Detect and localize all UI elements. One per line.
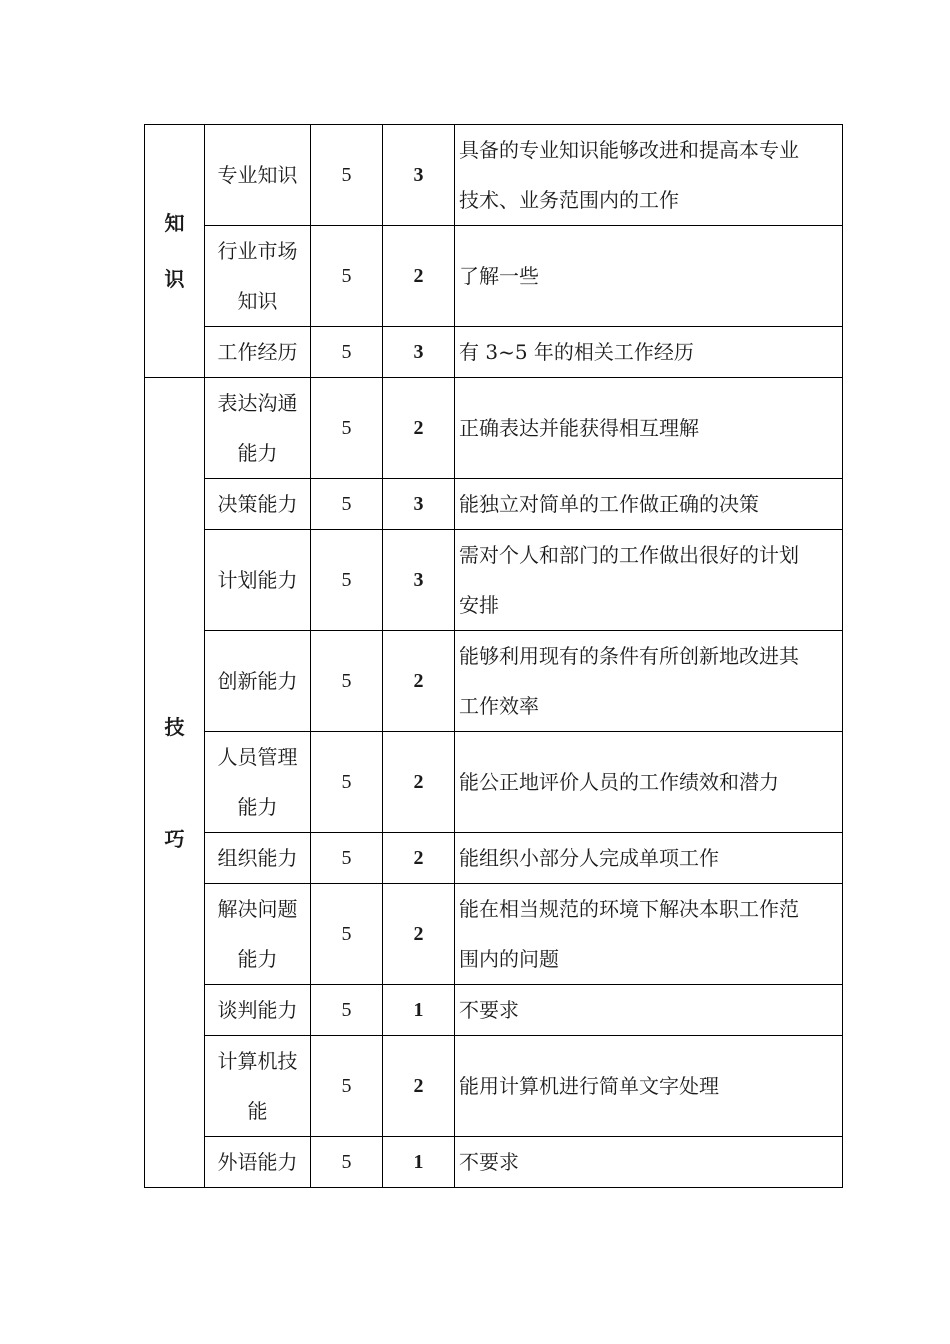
table-row xyxy=(145,327,843,378)
table-row xyxy=(145,985,843,1036)
item-name-cell xyxy=(205,378,311,479)
description-cell xyxy=(455,631,843,732)
item-name-cell-line: 计划能力 xyxy=(217,568,298,592)
max-score-cell xyxy=(311,631,383,732)
description-cell-line: 能在相当规范的环境下解决本职工作范 xyxy=(459,897,799,921)
max-score-cell xyxy=(311,1036,383,1137)
max-score-cell xyxy=(311,833,383,884)
item-name-cell-line: 计算机技 xyxy=(217,1049,298,1073)
score-cell xyxy=(383,479,455,530)
description-cell xyxy=(455,479,843,530)
score-cell xyxy=(383,226,455,327)
item-name-cell-line: 工作经历 xyxy=(217,340,298,364)
item-name-cell xyxy=(205,226,311,327)
description-cell xyxy=(455,833,843,884)
max-score-cell xyxy=(311,378,383,479)
description-cell-line: 围内的问题 xyxy=(459,947,559,971)
description-cell-line: 安排 xyxy=(459,593,499,617)
score-cell-line: 3 xyxy=(413,492,424,515)
table-row xyxy=(145,732,843,833)
item-name-cell-line: 专业知识 xyxy=(217,163,298,187)
item-name-cell xyxy=(205,530,311,631)
category-cell-line: 巧 xyxy=(164,826,185,851)
max-score-cell-line: 5 xyxy=(341,163,352,186)
table-row xyxy=(145,1036,843,1137)
score-cell xyxy=(383,1036,455,1137)
max-score-cell xyxy=(311,732,383,833)
item-name-cell xyxy=(205,884,311,985)
table-row xyxy=(145,226,843,327)
description-cell xyxy=(455,1036,843,1137)
max-score-cell-line: 5 xyxy=(341,770,352,793)
score-cell xyxy=(383,732,455,833)
description-cell xyxy=(455,378,843,479)
item-name-cell-line: 人员管理 xyxy=(217,745,298,769)
score-cell-line: 2 xyxy=(413,846,424,869)
description-cell-line: 了解一些 xyxy=(459,264,539,288)
max-score-cell-line: 5 xyxy=(341,998,352,1021)
competency-table xyxy=(144,124,843,1188)
max-score-cell-line: 5 xyxy=(341,264,352,287)
item-name-cell-line: 组织能力 xyxy=(217,846,298,870)
category-cell xyxy=(145,378,205,1188)
score-cell xyxy=(383,530,455,631)
category-cell-line: 知 xyxy=(164,211,185,235)
description-cell xyxy=(455,530,843,631)
max-score-cell xyxy=(311,479,383,530)
description-cell-line: 能组织小部分人完成单项工作 xyxy=(459,846,719,870)
table-row xyxy=(145,1137,843,1188)
category-cell xyxy=(145,125,205,378)
description-cell-line: 有 3~5 年的相关工作经历 xyxy=(459,340,694,364)
score-cell-line: 3 xyxy=(413,163,424,186)
item-name-cell-line: 能 xyxy=(247,1099,268,1123)
item-name-cell-line: 创新能力 xyxy=(217,669,298,693)
score-cell-line: 3 xyxy=(413,340,424,363)
item-name-cell-line: 表达沟通 xyxy=(217,391,298,415)
table-row xyxy=(145,530,843,631)
score-cell xyxy=(383,833,455,884)
score-cell-line: 2 xyxy=(413,770,424,793)
description-cell-line: 能够利用现有的条件有所创新地改进其 xyxy=(459,644,799,668)
max-score-cell xyxy=(311,530,383,631)
max-score-cell-line: 5 xyxy=(341,1074,352,1097)
max-score-cell-line: 5 xyxy=(341,669,352,692)
score-cell-line: 2 xyxy=(413,1074,424,1097)
score-cell xyxy=(383,884,455,985)
item-name-cell xyxy=(205,125,311,226)
description-cell-line: 工作效率 xyxy=(459,694,539,718)
description-cell xyxy=(455,327,843,378)
item-name-cell xyxy=(205,479,311,530)
item-name-cell xyxy=(205,985,311,1036)
description-cell-line: 技术、业务范围内的工作 xyxy=(459,188,679,212)
description-cell-line: 需对个人和部门的工作做出很好的计划 xyxy=(459,543,799,567)
score-cell-line: 2 xyxy=(413,264,424,287)
item-name-cell-line: 解决问题 xyxy=(217,897,298,921)
max-score-cell xyxy=(311,125,383,226)
description-cell-line: 不要求 xyxy=(459,1150,519,1174)
score-cell xyxy=(383,327,455,378)
description-cell xyxy=(455,884,843,985)
max-score-cell-line: 5 xyxy=(341,492,352,515)
table-row xyxy=(145,631,843,732)
item-name-cell-line: 知识 xyxy=(237,289,278,313)
max-score-cell-line: 5 xyxy=(341,846,352,869)
score-cell xyxy=(383,125,455,226)
score-cell-line: 2 xyxy=(413,416,424,439)
item-name-cell-line: 外语能力 xyxy=(217,1150,298,1174)
max-score-cell-line: 5 xyxy=(341,1150,352,1173)
score-cell xyxy=(383,985,455,1036)
description-cell-line: 具备的专业知识能够改进和提高本专业 xyxy=(459,138,799,162)
item-name-cell xyxy=(205,833,311,884)
description-cell xyxy=(455,732,843,833)
description-cell-line: 不要求 xyxy=(459,998,519,1022)
score-cell-line: 2 xyxy=(413,669,424,692)
description-cell-line: 正确表达并能获得相互理解 xyxy=(459,416,699,440)
score-cell-line: 1 xyxy=(413,998,424,1021)
max-score-cell xyxy=(311,226,383,327)
score-cell xyxy=(383,378,455,479)
table-row xyxy=(145,378,843,479)
item-name-cell-line: 决策能力 xyxy=(217,492,298,516)
competency-table-body xyxy=(145,125,843,1188)
item-name-cell-line: 能力 xyxy=(237,795,278,819)
table-row xyxy=(145,833,843,884)
max-score-cell-line: 5 xyxy=(341,568,352,591)
description-cell-line: 能独立对简单的工作做正确的决策 xyxy=(459,492,759,516)
item-name-cell-line: 能力 xyxy=(237,441,278,465)
description-cell xyxy=(455,1137,843,1188)
score-cell xyxy=(383,631,455,732)
item-name-cell xyxy=(205,732,311,833)
item-name-cell xyxy=(205,1036,311,1137)
score-cell-line: 1 xyxy=(413,1150,424,1173)
table-row xyxy=(145,884,843,985)
description-cell xyxy=(455,226,843,327)
score-cell-line: 2 xyxy=(413,922,424,945)
score-cell xyxy=(383,1137,455,1188)
item-name-cell-line: 行业市场 xyxy=(217,239,298,263)
description-cell xyxy=(455,125,843,226)
description-cell-line: 能用计算机进行简单文字处理 xyxy=(459,1074,719,1098)
max-score-cell xyxy=(311,985,383,1036)
item-name-cell-line: 谈判能力 xyxy=(217,998,298,1022)
max-score-cell-line: 5 xyxy=(341,340,352,363)
max-score-cell xyxy=(311,327,383,378)
category-cell-line: 识 xyxy=(164,267,185,291)
item-name-cell xyxy=(205,631,311,732)
description-cell-line: 能公正地评价人员的工作绩效和潜力 xyxy=(459,770,779,794)
table-row xyxy=(145,479,843,530)
item-name-cell-line: 能力 xyxy=(237,947,278,971)
max-score-cell xyxy=(311,884,383,985)
max-score-cell xyxy=(311,1137,383,1188)
score-cell-line: 3 xyxy=(413,568,424,591)
item-name-cell xyxy=(205,327,311,378)
description-cell xyxy=(455,985,843,1036)
item-name-cell xyxy=(205,1137,311,1188)
max-score-cell-line: 5 xyxy=(341,922,352,945)
table-row xyxy=(145,125,843,226)
max-score-cell-line: 5 xyxy=(341,416,352,439)
category-cell-line: 技 xyxy=(164,714,185,739)
